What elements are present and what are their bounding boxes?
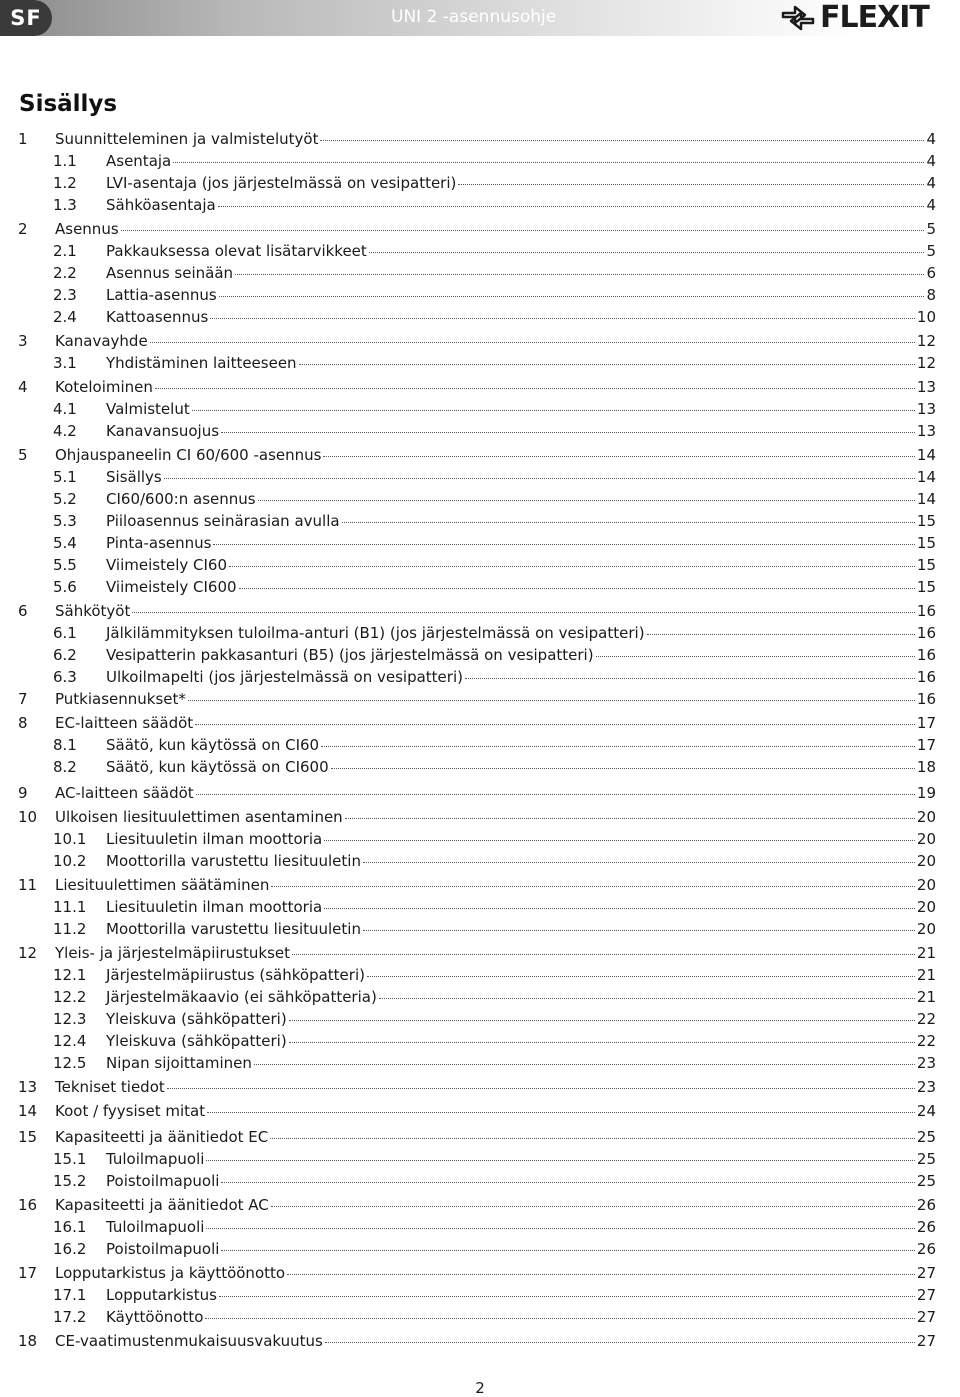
toc-entry-number: 10.2 (53, 852, 87, 870)
toc-entry-page: 4 (926, 196, 936, 214)
toc-entry-number: 12.5 (53, 1054, 87, 1072)
toc-entry-page: 20 (916, 852, 936, 870)
toc-entry[interactable] (18, 1170, 936, 1192)
toc-entry-page: 17 (916, 736, 936, 754)
toc-leader-dots (206, 1228, 914, 1229)
toc-entry-page: 16 (916, 668, 936, 686)
toc-entry-number: 5.1 (53, 468, 77, 486)
toc-entry-page: 21 (916, 966, 936, 984)
toc-entry[interactable] (18, 420, 936, 442)
toc-entry-page: 13 (916, 400, 936, 418)
toc-leader-dots (219, 296, 925, 297)
toc-entry-title: Yleis- ja järjestelmäpiirustukset (55, 944, 291, 962)
toc-entry-page: 16 (916, 690, 936, 708)
toc-entry-number: 8.1 (53, 736, 77, 754)
toc-entry[interactable] (18, 444, 936, 466)
toc-entry-page: 6 (926, 264, 936, 282)
toc-entry-number: 11.1 (53, 898, 87, 916)
document-title: UNI 2 -asennusohje (391, 7, 557, 27)
toc-entry-title: EC-laitteen säädöt (55, 714, 194, 732)
toc-leader-dots (173, 162, 924, 163)
toc-entry-page: 25 (916, 1172, 936, 1190)
toc-leader-dots (239, 588, 915, 589)
toc-entry-page: 5 (926, 242, 936, 260)
toc-entry-number: 14 (18, 1102, 38, 1120)
toc-entry-page: 17 (916, 714, 936, 732)
toc-entry-page: 14 (916, 446, 936, 464)
toc-entry-title: Piiloasennus seinärasian avulla (106, 512, 340, 530)
toc-entry-page: 16 (916, 602, 936, 620)
toc-entry-number: 11 (18, 876, 38, 894)
toc-entry-number: 2.1 (53, 242, 77, 260)
toc-entry-title: Asentaja (106, 152, 172, 170)
toc-leader-dots (363, 862, 915, 863)
toc-entry[interactable] (18, 1262, 936, 1284)
toc-entry[interactable] (18, 828, 936, 850)
toc-entry[interactable] (18, 782, 936, 804)
toc-entry-page: 15 (916, 512, 936, 530)
toc-entry-title: LVI-asentaja (jos järjestelmässä on vesipatteri) (106, 174, 457, 192)
toc-entry-title: Pakkauksessa olevat lisätarvikkeet (106, 242, 367, 260)
toc-leader-dots (367, 976, 915, 977)
toc-entry-page: 13 (916, 422, 936, 440)
toc-entry-page: 26 (916, 1196, 936, 1214)
toc-entry-number: 5.4 (53, 534, 77, 552)
toc-entry-title: Moottorilla varustettu liesituuletin (106, 852, 361, 870)
toc-leader-dots (271, 1206, 915, 1207)
toc-entry[interactable] (18, 806, 936, 828)
toc-entry[interactable] (18, 1100, 936, 1122)
toc-entry-page: 15 (916, 534, 936, 552)
toc-entry-page: 25 (916, 1128, 936, 1146)
toc-leader-dots (292, 954, 915, 955)
toc-entry[interactable] (18, 240, 936, 262)
toc-entry[interactable] (18, 712, 936, 734)
toc-entry-number: 4.1 (53, 400, 77, 418)
toc-entry-number: 10 (18, 808, 38, 826)
toc-entry-page: 4 (926, 130, 936, 148)
toc-entry-title: Jälkilämmityksen tuloilma-anturi (B1) (jos järjestelmässä on vesipatteri) (106, 624, 645, 642)
toc-leader-dots (289, 1020, 915, 1021)
toc-entry-number: 15.1 (53, 1150, 87, 1168)
toc-entry-number: 2.4 (53, 308, 77, 326)
toc-entry-page: 16 (916, 624, 936, 642)
toc-leader-dots (320, 140, 924, 141)
toc-entry-number: 6.2 (53, 646, 77, 664)
toc-entry-page: 18 (916, 758, 936, 776)
toc-leader-dots (192, 410, 915, 411)
toc-leader-dots (299, 364, 915, 365)
toc-entry[interactable] (18, 488, 936, 510)
toc-entry[interactable] (18, 622, 936, 644)
toc-entry-title: Ulkoisen liesituulettimen asentaminen (55, 808, 343, 826)
toc-entry-number: 17.2 (53, 1308, 87, 1326)
toc-leader-dots (121, 230, 925, 231)
toc-leader-dots (221, 1250, 914, 1251)
toc-entry[interactable] (18, 284, 936, 306)
toc-entry-page: 26 (916, 1218, 936, 1236)
toc-entry-title: Lopputarkistus (106, 1286, 217, 1304)
toc-entry[interactable] (18, 172, 936, 194)
toc-leader-dots (132, 612, 915, 613)
toc-entry-title: Kapasiteetti ja äänitiedot AC (55, 1196, 269, 1214)
toc-entry-page: 4 (926, 152, 936, 170)
toc-leader-dots (331, 768, 915, 769)
toc-entry-title: Kapasiteetti ja äänitiedot EC (55, 1128, 269, 1146)
toc-entry[interactable] (18, 330, 936, 352)
toc-leader-dots (210, 318, 915, 319)
flexit-logo (781, 0, 929, 35)
toc-entry-title: Kanavayhde (55, 332, 148, 350)
page-header (0, 0, 960, 36)
toc-leader-dots (196, 794, 915, 795)
toc-entry-page: 23 (916, 1054, 936, 1072)
toc-entry-number: 1.3 (53, 196, 77, 214)
toc-entry-number: 13 (18, 1078, 38, 1096)
toc-entry-title: Ulkoilmapelti (jos järjestelmässä on vesipatteri) (106, 668, 463, 686)
toc-entry-title: Lattia-asennus (106, 286, 217, 304)
toc-entry-page: 27 (916, 1332, 936, 1350)
toc-entry-title: Säätö, kun käytössä on CI600 (106, 758, 329, 776)
toc-entry-number: 5.5 (53, 556, 77, 574)
toc-entry[interactable] (18, 918, 936, 940)
toc-entry-page: 26 (916, 1240, 936, 1258)
toc-entry-page: 19 (916, 784, 936, 802)
toc-entry[interactable] (18, 1052, 936, 1074)
toc-entry[interactable] (18, 1216, 936, 1238)
toc-entry-number: 3.1 (53, 354, 77, 372)
toc-entry-number: 16 (18, 1196, 38, 1214)
toc-entry-number: 9 (18, 784, 28, 802)
toc-leader-dots (254, 1064, 915, 1065)
toc-entry[interactable] (18, 1076, 936, 1098)
toc-entry-title: Sisällys (106, 468, 162, 486)
language-badge: SF (0, 0, 52, 36)
toc-entry[interactable] (18, 306, 936, 328)
toc-entry-number: 17.1 (53, 1286, 87, 1304)
toc-entry-title: Tekniset tiedot (55, 1078, 165, 1096)
toc-leader-dots (321, 746, 915, 747)
toc-leader-dots (369, 252, 925, 253)
toc-entry-title: Pinta-asennus (106, 534, 212, 552)
toc-entry-title: CI60/600:n asennus (106, 490, 256, 508)
toc-leader-dots (458, 184, 924, 185)
toc-entry-number: 4 (18, 378, 28, 396)
toc-entry-page: 4 (926, 174, 936, 192)
toc-entry-title: Poistoilmapuoli (106, 1240, 220, 1258)
toc-entry-page: 27 (916, 1308, 936, 1326)
toc-entry-number: 17 (18, 1264, 38, 1282)
toc-entry-title: Yleiskuva (sähköpatteri) (106, 1032, 287, 1050)
toc-entry-page: 20 (916, 876, 936, 894)
toc-entry-page: 14 (916, 490, 936, 508)
toc-entry-title: Asennus seinään (106, 264, 234, 282)
toc-entry-number: 3 (18, 332, 28, 350)
toc-entry-title: Ohjauspaneelin CI 60/600 -asennus (55, 446, 322, 464)
toc-entry-number: 1.2 (53, 174, 77, 192)
toc-entry-page: 20 (916, 920, 936, 938)
toc-entry-number: 2.2 (53, 264, 77, 282)
toc-entry[interactable] (18, 218, 936, 240)
toc-entry-title: Koteloiminen (55, 378, 153, 396)
toc-entry-title: Kattoasennus (106, 308, 209, 326)
toc-entry-title: Sähköasentaja (106, 196, 216, 214)
toc-entry-number: 15.2 (53, 1172, 87, 1190)
toc-entry-number: 7 (18, 690, 28, 708)
toc-entry-page: 25 (916, 1150, 936, 1168)
toc-entry-page: 27 (916, 1286, 936, 1304)
toc-entry[interactable] (18, 150, 936, 172)
toc-entry[interactable] (18, 734, 936, 756)
toc-entry[interactable] (18, 986, 936, 1008)
toc-entry[interactable] (18, 128, 936, 150)
toc-entry[interactable] (18, 1306, 936, 1328)
toc-entry-title: Lopputarkistus ja käyttöönotto (55, 1264, 286, 1282)
toc-leader-dots (342, 522, 915, 523)
toc-entry-page: 21 (916, 988, 936, 1006)
toc-entry-title: Käyttöönotto (106, 1308, 204, 1326)
toc-entry-page: 12 (916, 332, 936, 350)
toc-entry-title: Säätö, kun käytössä on CI60 (106, 736, 320, 754)
toc-entry-page: 15 (916, 578, 936, 596)
toc-entry-number: 10.1 (53, 830, 87, 848)
toc-entry[interactable] (18, 466, 936, 488)
toc-leader-dots (164, 478, 915, 479)
toc-entry-number: 18 (18, 1332, 38, 1350)
toc-entry[interactable] (18, 576, 936, 598)
toc-leader-dots (218, 206, 925, 207)
toc-entry-title: Tuloilmapuoli (106, 1218, 205, 1236)
toc-entry-number: 2.3 (53, 286, 77, 304)
toc-entry-title: Sähkötyöt (55, 602, 131, 620)
toc-entry[interactable] (18, 600, 936, 622)
toc-entry-title: Moottorilla varustettu liesituuletin (106, 920, 361, 938)
toc-entry-number: 5.3 (53, 512, 77, 530)
toc-entry-number: 11.2 (53, 920, 87, 938)
toc-leader-dots (235, 274, 924, 275)
toc-leader-dots (221, 1182, 914, 1183)
toc-entry-page: 14 (916, 468, 936, 486)
toc-entry-number: 5 (18, 446, 28, 464)
flexit-arrows-icon (781, 3, 815, 33)
toc-entry-number: 16.2 (53, 1240, 87, 1258)
toc-entry[interactable] (18, 896, 936, 918)
toc-entry[interactable] (18, 194, 936, 216)
toc-entry[interactable] (18, 1330, 936, 1352)
toc-entry-title: CE-vaatimustenmukaisuusvakuutus (55, 1332, 323, 1350)
page-title: Sisällys (19, 91, 118, 117)
toc-entry-page: 22 (916, 1032, 936, 1050)
toc-entry[interactable] (18, 1284, 936, 1306)
toc-entry-title: Koot / fyysiset mitat (55, 1102, 206, 1120)
toc-entry-page: 10 (916, 308, 936, 326)
toc-entry-number: 2 (18, 220, 28, 238)
toc-entry-title: Suunnitteleminen ja valmistelutyöt (55, 130, 319, 148)
toc-entry[interactable] (18, 376, 936, 398)
toc-entry[interactable] (18, 1126, 936, 1148)
toc-entry-page: 27 (916, 1264, 936, 1282)
toc-entry[interactable] (18, 942, 936, 964)
toc-leader-dots (229, 566, 915, 567)
toc-leader-dots (324, 908, 915, 909)
toc-entry[interactable] (18, 756, 936, 778)
toc-entry-title: AC-laitteen säädöt (55, 784, 194, 802)
toc-entry-page: 16 (916, 646, 936, 664)
toc-entry-title: Järjestelmäkaavio (ei sähköpatteria) (106, 988, 377, 1006)
toc-entry-title: Liesituuletin ilman moottoria (106, 830, 323, 848)
toc-entry-title: Kanavansuojus (106, 422, 220, 440)
toc-leader-dots (188, 700, 915, 701)
toc-leader-dots (465, 678, 915, 679)
toc-leader-dots (324, 840, 915, 841)
toc-leader-dots (379, 998, 915, 999)
toc-entry-title: Putkiasennukset* (55, 690, 186, 708)
toc-entry-page: 5 (926, 220, 936, 238)
toc-leader-dots (258, 500, 915, 501)
toc-entry[interactable] (18, 964, 936, 986)
toc-entry[interactable] (18, 688, 936, 710)
toc-leader-dots (155, 388, 915, 389)
toc-entry-page: 21 (916, 944, 936, 962)
toc-entry[interactable] (18, 1148, 936, 1170)
toc-entry-number: 12.2 (53, 988, 87, 1006)
toc-leader-dots (271, 886, 915, 887)
toc-entry-number: 6 (18, 602, 28, 620)
toc-leader-dots (363, 930, 915, 931)
toc-entry-number: 4.2 (53, 422, 77, 440)
toc-entry-title: Viimeistely CI600 (106, 578, 237, 596)
toc-leader-dots (287, 1274, 915, 1275)
toc-entry-page: 20 (916, 830, 936, 848)
toc-entry[interactable] (18, 1238, 936, 1260)
toc-entry-title: Järjestelmäpiirustus (sähköpatteri) (106, 966, 365, 984)
toc-leader-dots (213, 544, 914, 545)
toc-leader-dots (270, 1138, 915, 1139)
toc-leader-dots (207, 1112, 915, 1113)
toc-entry-number: 12.3 (53, 1010, 87, 1028)
toc-entry-number: 12.4 (53, 1032, 87, 1050)
toc-leader-dots (150, 342, 915, 343)
toc-leader-dots (323, 456, 914, 457)
toc-entry[interactable] (18, 398, 936, 420)
toc-entry-page: 23 (916, 1078, 936, 1096)
toc-entry-number: 6.1 (53, 624, 77, 642)
toc-entry-page: 13 (916, 378, 936, 396)
toc-entry-page: 20 (916, 898, 936, 916)
toc-entry[interactable] (18, 1008, 936, 1030)
toc-leader-dots (219, 1296, 915, 1297)
toc-entry[interactable] (18, 352, 936, 374)
toc-entry-title: Liesituuletin ilman moottoria (106, 898, 323, 916)
toc-entry[interactable] (18, 644, 936, 666)
toc-leader-dots (195, 724, 915, 725)
toc-entry-number: 16.1 (53, 1218, 87, 1236)
toc-entry-title: Valmistelut (106, 400, 190, 418)
toc-entry-title: Vesipatterin pakkasanturi (B5) (jos järjestelmässä on vesipatteri) (106, 646, 594, 664)
toc-leader-dots (206, 1160, 914, 1161)
toc-leader-dots (647, 634, 915, 635)
toc-entry-number: 5.6 (53, 578, 77, 596)
toc-leader-dots (345, 818, 915, 819)
page-number: 2 (475, 1379, 485, 1397)
toc-entry-number: 5.2 (53, 490, 77, 508)
toc-leader-dots (289, 1042, 915, 1043)
toc-entry-page: 22 (916, 1010, 936, 1028)
toc-entry[interactable] (18, 510, 936, 532)
toc-entry-title: Yhdistäminen laitteeseen (106, 354, 297, 372)
toc-leader-dots (205, 1318, 915, 1319)
toc-entry[interactable] (18, 1194, 936, 1216)
toc-entry-number: 6.3 (53, 668, 77, 686)
toc-entry-page: 8 (926, 286, 936, 304)
toc-leader-dots (167, 1088, 915, 1089)
toc-entry-page: 12 (916, 354, 936, 372)
toc-entry[interactable] (18, 532, 936, 554)
toc-entry-title: Asennus (55, 220, 119, 238)
toc-leader-dots (325, 1342, 915, 1343)
logo-wordmark: FLEXIT (820, 0, 929, 35)
toc-entry-number: 1.1 (53, 152, 77, 170)
toc-entry-number: 15 (18, 1128, 38, 1146)
toc-entry[interactable] (18, 1030, 936, 1052)
toc-entry[interactable] (18, 262, 936, 284)
toc-entry-number: 1 (18, 130, 28, 148)
toc-entry-number: 12 (18, 944, 38, 962)
toc-leader-dots (221, 432, 915, 433)
toc-entry-page: 20 (916, 808, 936, 826)
toc-entry-number: 8.2 (53, 758, 77, 776)
toc-entry-title: Nipan sijoittaminen (106, 1054, 252, 1072)
toc-entry-page: 15 (916, 556, 936, 574)
toc-entry-title: Poistoilmapuoli (106, 1172, 220, 1190)
toc-entry-number: 12.1 (53, 966, 87, 984)
toc-entry-title: Yleiskuva (sähköpatteri) (106, 1010, 287, 1028)
toc-entry-page: 24 (916, 1102, 936, 1120)
toc-entry-title: Viimeistely CI60 (106, 556, 227, 574)
toc-entry[interactable] (18, 850, 936, 872)
toc-entry[interactable] (18, 874, 936, 896)
toc-entry[interactable] (18, 554, 936, 576)
toc-entry-number: 8 (18, 714, 28, 732)
toc-entry-title: Liesituulettimen säätäminen (55, 876, 270, 894)
toc-leader-dots (596, 656, 915, 657)
toc-entry[interactable] (18, 666, 936, 688)
toc-entry-title: Tuloilmapuoli (106, 1150, 205, 1168)
